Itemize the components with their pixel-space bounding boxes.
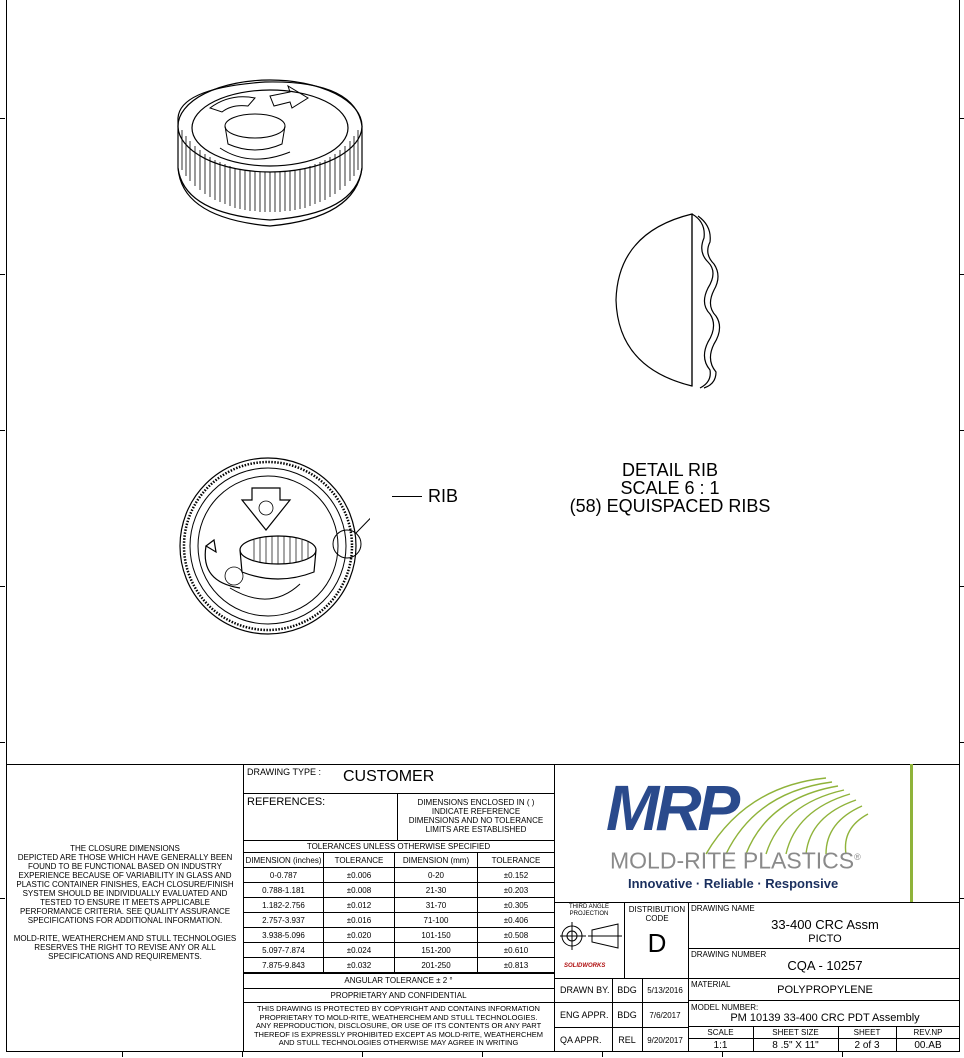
references-note xyxy=(399,798,553,834)
rev-value: 00.AB xyxy=(914,1040,942,1051)
zone-tick xyxy=(0,586,5,587)
table-cell: ±0.006 xyxy=(324,868,395,883)
table-cell: ±0.020 xyxy=(324,928,395,943)
model-value: PM 10139 33-400 CRC PDT Assembly xyxy=(730,1012,920,1024)
zone-tick xyxy=(959,430,964,431)
references-label: REFERENCES: xyxy=(247,796,326,808)
col-header: DIMENSION (mm) xyxy=(395,853,478,868)
footer-header: REV.NP xyxy=(913,1028,943,1037)
drawing-number-label: DRAWING NUMBER xyxy=(691,950,767,959)
table-cell: 101-150 xyxy=(395,928,478,943)
table-cell: 151-200 xyxy=(395,943,478,958)
note-line: PLASTIC CONTAINER FINISHES, EACH CLOSURE/FINISH xyxy=(16,880,234,889)
zone-tick xyxy=(722,1052,723,1057)
detail-scale: SCALE 6 : 1 xyxy=(620,478,720,498)
zone-tick xyxy=(362,1052,363,1057)
approval-initials: REL xyxy=(618,1035,636,1045)
tolerance-table xyxy=(243,852,555,973)
distribution-label: DISTRIBUTION CODE xyxy=(628,905,686,923)
note-line: PERFORMANCE CRITERIA. SEE QUALITY ASSURANCE xyxy=(19,907,231,916)
table-cell: ±0.406 xyxy=(478,913,555,928)
table-cell: ±0.610 xyxy=(478,943,555,958)
divider xyxy=(688,948,960,949)
distribution-value: D xyxy=(647,928,667,958)
footer-header: SCALE xyxy=(707,1028,734,1037)
note-line: FOUND TO BE FUNCTIONAL BASED ON INDUSTRY xyxy=(28,862,222,871)
divider xyxy=(554,1027,688,1028)
drawing-name-label: DRAWING NAME xyxy=(691,904,755,913)
zone-tick xyxy=(0,898,5,899)
logo-reg-mark: ® xyxy=(854,852,861,862)
ref-note-line: LIMITS ARE ESTABLISHED xyxy=(425,825,527,834)
note-line: EXPERIENCE BECAUSE OF VARIABILITY IN GLASS AND xyxy=(18,871,232,880)
note-line: MOLD-RITE, WEATHERCHEM AND STULL TECHNOLOGIES xyxy=(13,934,237,943)
divider xyxy=(688,1038,960,1039)
note-line: SYSTEM SHOULD BE INDIVIDUALLY EVALUATED AND xyxy=(22,889,228,898)
divider xyxy=(243,988,554,989)
table-row xyxy=(244,913,555,928)
drawing-type-label: DRAWING TYPE : xyxy=(247,767,322,777)
table-row xyxy=(244,928,555,943)
table-cell: ±0.508 xyxy=(478,928,555,943)
approval-initials: BDG xyxy=(617,985,637,995)
approval-date: 7/6/2017 xyxy=(649,1011,681,1020)
table-cell: 7.875-9.843 xyxy=(244,958,324,973)
rib-label: RIB xyxy=(428,486,459,506)
zone-tick xyxy=(0,742,5,743)
table-header-row xyxy=(244,853,555,868)
divider xyxy=(624,902,625,978)
table-cell: 31-70 xyxy=(395,898,478,913)
table-cell: 1.182-2.756 xyxy=(244,898,324,913)
logo-company-name: MOLD-RITE PLASTICS xyxy=(610,847,855,874)
rib-leader-line xyxy=(392,496,422,497)
zone-tick xyxy=(602,1052,603,1057)
table-row xyxy=(244,868,555,883)
projection-symbol-icon xyxy=(560,922,622,950)
company-logo xyxy=(606,772,906,900)
divider xyxy=(554,902,960,903)
zone-tick xyxy=(0,430,5,431)
detail-rib-view xyxy=(608,212,726,390)
divider xyxy=(243,973,554,974)
table-cell: ±0.032 xyxy=(324,958,395,973)
proprietary-title: PROPRIETARY AND CONFIDENTIAL xyxy=(330,991,467,1000)
zone-tick xyxy=(959,742,964,743)
model-label: MODEL NUMBER: xyxy=(691,1003,759,1012)
note-line: SPECIFICATIONS FOR ADDITIONAL INFORMATION. xyxy=(27,916,223,925)
top-view-closure xyxy=(170,452,370,642)
zone-tick xyxy=(242,1052,243,1057)
ref-note-line: DIMENSIONS AND NO TOLERANCE xyxy=(408,816,544,825)
table-cell: ±0.813 xyxy=(478,958,555,973)
table-cell: 0-20 xyxy=(395,868,478,883)
angular-tolerance: ANGULAR TOLERANCE ± 2 ° xyxy=(344,976,453,985)
divider xyxy=(688,1000,960,1001)
table-cell: ±0.008 xyxy=(324,883,395,898)
table-row xyxy=(244,883,555,898)
table-cell: ±0.152 xyxy=(478,868,555,883)
logo-tagline: Innovative · Reliable · Responsive xyxy=(628,876,839,891)
note-line: DEPICTED ARE THOSE WHICH HAVE GENERALLY BEEN xyxy=(17,853,233,862)
zone-tick xyxy=(122,1052,123,1057)
title-block-top xyxy=(6,764,960,765)
software-label: SOLIDWORKS xyxy=(564,963,606,969)
table-cell: 201-250 xyxy=(395,958,478,973)
sheet-size-value: 8 .5" X 11" xyxy=(772,1040,819,1051)
approval-date: 5/13/2016 xyxy=(647,986,683,995)
note-line: THE CLOSURE DIMENSIONS xyxy=(70,844,180,853)
isometric-closure-view xyxy=(170,68,380,238)
drawing-number-value: CQA - 10257 xyxy=(787,958,863,973)
proprietary-text xyxy=(243,1005,554,1048)
zone-tick xyxy=(0,274,5,275)
note-line: SPECIFICATIONS AND REQUIREMENTS. xyxy=(48,952,202,961)
zone-tick xyxy=(959,274,964,275)
table-cell: 21-30 xyxy=(395,883,478,898)
divider xyxy=(243,1002,554,1003)
detail-title: DETAIL RIB xyxy=(621,460,719,480)
material-value: POLYPROPYLENE xyxy=(777,984,873,996)
proprietary-line: THIS DRAWING IS PROTECTED BY COPYRIGHT AND CONTAINS INFORMATION xyxy=(257,1004,540,1013)
col-header: TOLERANCE xyxy=(324,853,395,868)
drawing-name-line1: 33-400 CRC Assm xyxy=(771,917,879,932)
approval-label: ENG APPR. xyxy=(560,1010,609,1020)
approval-label: QA APPR. xyxy=(560,1035,602,1045)
drawing-type-value: CUSTOMER xyxy=(343,768,435,785)
table-cell: 0-0.787 xyxy=(244,868,324,883)
projection-label: THIRD ANGLE PROJECTION xyxy=(568,904,609,917)
detail-ribs-note: (58) EQUISPACED RIBS xyxy=(569,496,771,516)
col-header: TOLERANCE xyxy=(478,853,555,868)
table-cell: 2.757-3.937 xyxy=(244,913,324,928)
ref-note-line: INDICATE REFERENCE xyxy=(431,807,521,816)
table-cell: 0.788-1.181 xyxy=(244,883,324,898)
proprietary-line: ANY REPRODUCTION, DISCLOSURE, OR USE OF ITS CONTENTS OR ANY PART xyxy=(255,1021,542,1030)
divider xyxy=(243,793,554,794)
footer-header: SHEET SIZE xyxy=(772,1028,819,1037)
tolerances-title: TOLERANCES UNLESS OTHERWISE SPECIFIED xyxy=(306,842,491,851)
divider xyxy=(554,1002,688,1003)
material-label: MATERIAL xyxy=(691,980,731,989)
proprietary-line: AND STULL TECHNOLOGIES OTHERWISE MAY AGREE IN WRITING xyxy=(278,1038,519,1047)
zone-tick xyxy=(482,1052,483,1057)
table-row xyxy=(244,898,555,913)
table-cell: 3.938-5.096 xyxy=(244,928,324,943)
table-cell: ±0.016 xyxy=(324,913,395,928)
closure-note xyxy=(10,844,240,961)
zone-tick xyxy=(959,118,964,119)
scale-value: 1:1 xyxy=(713,1040,728,1051)
divider xyxy=(243,840,554,841)
divider xyxy=(554,978,960,979)
divider xyxy=(397,793,398,840)
col-header: DIMENSION (inches) xyxy=(244,853,324,868)
table-cell: ±0.012 xyxy=(324,898,395,913)
table-cell: ±0.203 xyxy=(478,883,555,898)
drawing-name-line2: PICTO xyxy=(808,933,842,945)
table-cell: ±0.305 xyxy=(478,898,555,913)
footer-header: SHEET xyxy=(853,1028,881,1037)
logo-accent-bar xyxy=(910,764,913,902)
note-line: TESTED TO ENSURE IT MEETS APPLICABLE xyxy=(40,898,210,907)
proprietary-line: THEREOF IS EXPRESSLY PROHIBITED EXCEPT AS MOLD-RITE, WEATHERCHEM xyxy=(253,1029,544,1039)
sheet-value: 2 of 3 xyxy=(854,1040,880,1051)
table-row xyxy=(244,943,555,958)
zone-tick xyxy=(959,898,964,899)
note-line: RESERVES THE RIGHT TO REVISE ANY OR ALL xyxy=(34,943,216,952)
approval-initials: BDG xyxy=(617,1010,637,1020)
approval-date: 9/20/2017 xyxy=(647,1036,683,1045)
proprietary-line: PROPRIETARY TO MOLD-RITE, WEATHERCHEM AND STULL TECHNOLOGIES. xyxy=(259,1012,538,1022)
table-row xyxy=(244,958,555,973)
table-cell: 5.097-7.874 xyxy=(244,943,324,958)
approval-label: DRAWN BY. xyxy=(560,985,610,995)
table-cell: ±0.024 xyxy=(324,943,395,958)
zone-tick xyxy=(0,118,5,119)
zone-tick xyxy=(959,586,964,587)
table-cell: 71-100 xyxy=(395,913,478,928)
divider xyxy=(688,1026,960,1027)
logo-company xyxy=(610,844,861,874)
logo-letters: MRP xyxy=(606,772,737,844)
zone-tick xyxy=(842,1052,843,1057)
ref-note-line: DIMENSIONS ENCLOSED IN ( ) xyxy=(417,798,535,807)
